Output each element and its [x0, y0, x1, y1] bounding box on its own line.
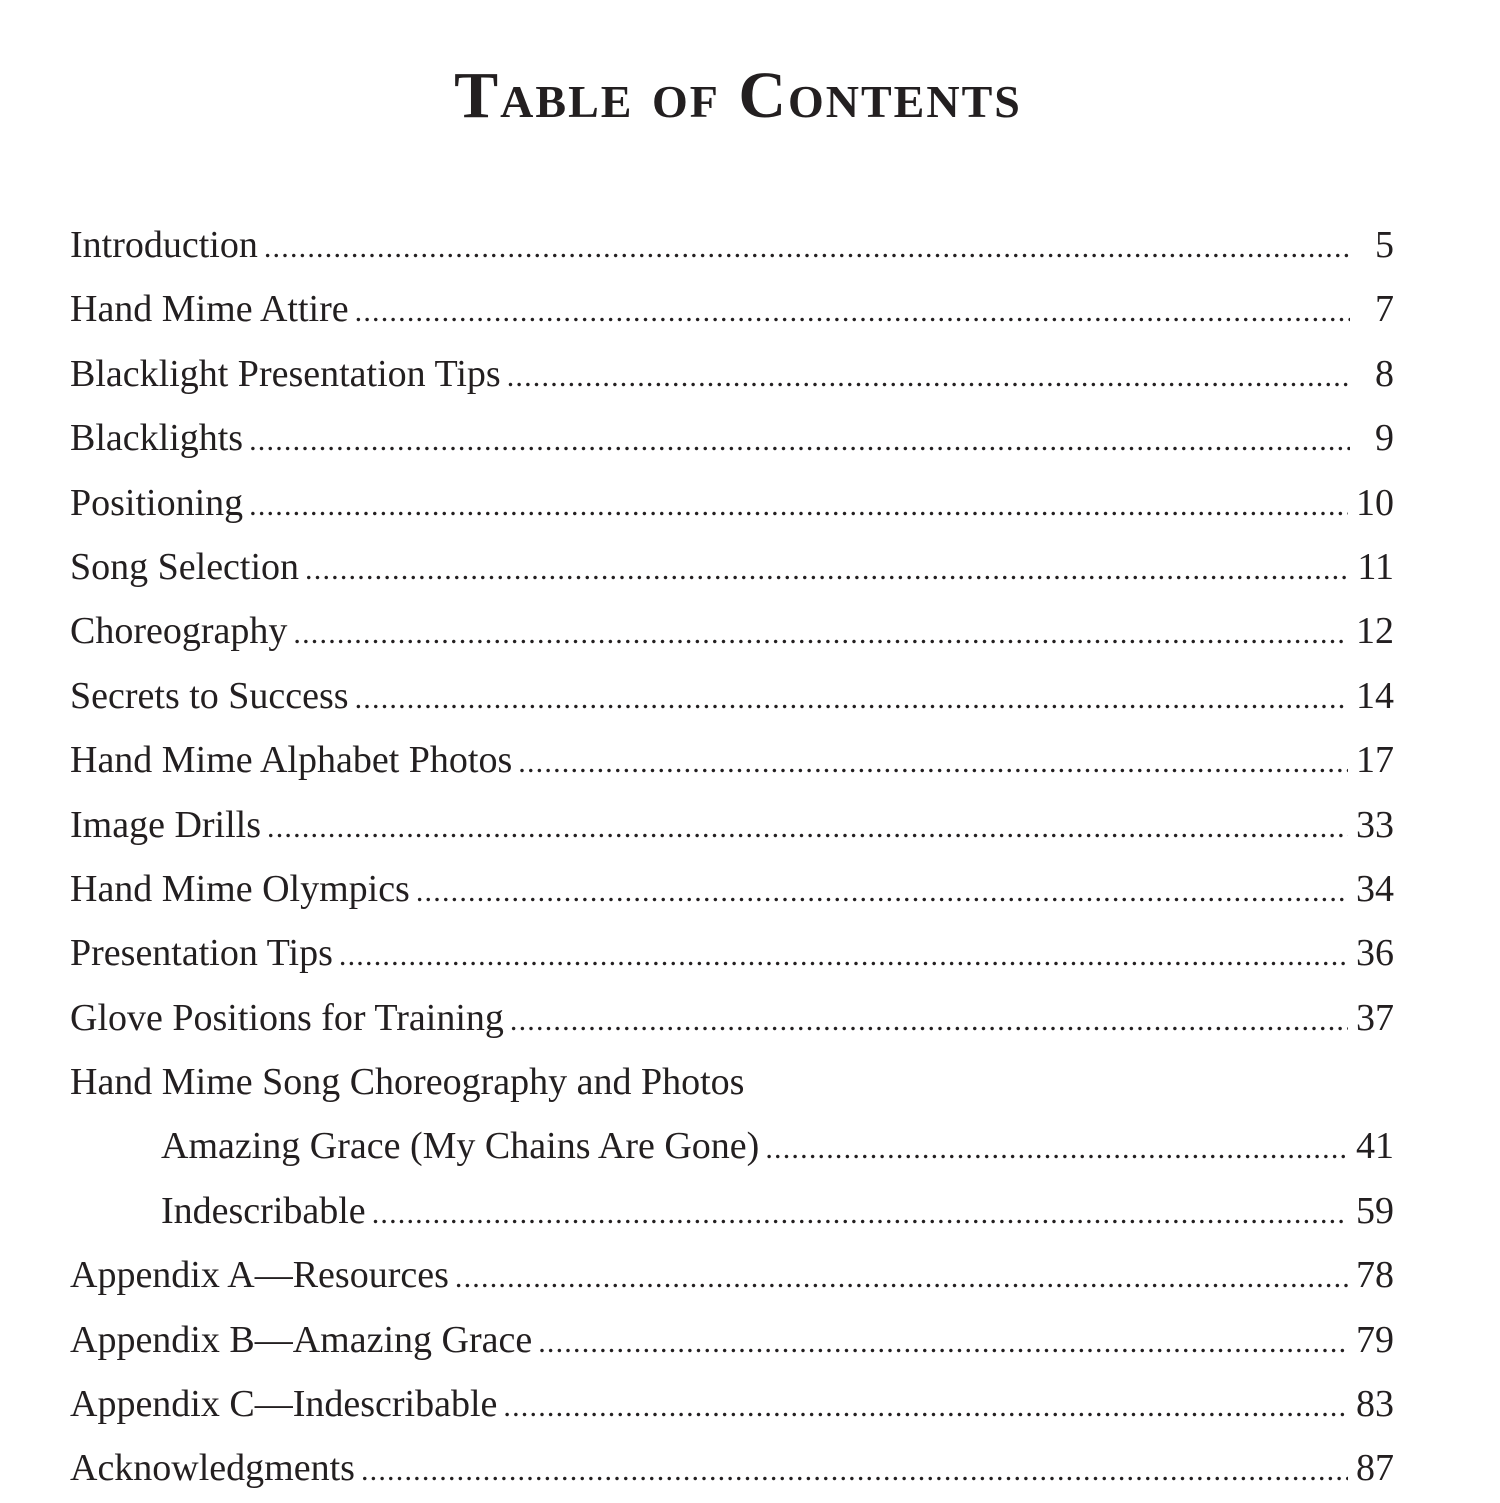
- toc-entry-page: 11: [1357, 545, 1394, 588]
- toc-entry-page: 10: [1356, 481, 1394, 524]
- dot-leader: [503, 1375, 1348, 1439]
- toc-entry-blacklight-presentation-tips[interactable]: [70, 342, 1394, 406]
- dot-leader: [518, 731, 1348, 795]
- toc-entry-title: Acknowledgments: [70, 1447, 355, 1490]
- toc-entry-secrets-to-success[interactable]: [70, 664, 1394, 728]
- dot-leader: [355, 280, 1350, 344]
- toc-section-heading-song-choreography: [70, 1050, 1394, 1114]
- toc-entry-glove-positions-for-training[interactable]: [70, 986, 1394, 1050]
- toc-entry-page: 14: [1356, 674, 1394, 717]
- toc-entry-page: 78: [1356, 1254, 1394, 1297]
- toc-entry-hand-mime-attire[interactable]: [70, 277, 1394, 341]
- dot-leader: [361, 1439, 1348, 1503]
- toc-entry-hand-mime-alphabet-photos[interactable]: [70, 728, 1394, 792]
- toc-entry-title: Hand Mime Attire: [70, 288, 349, 331]
- toc-entry-appendix-b[interactable]: [70, 1308, 1394, 1372]
- dot-leader: [249, 409, 1350, 473]
- toc-entry-page: 36: [1356, 932, 1394, 975]
- toc-entry-indescribable[interactable]: [70, 1179, 1394, 1243]
- toc-entry-song-selection[interactable]: [70, 535, 1394, 599]
- toc-list: [70, 213, 1394, 1501]
- toc-entry-page: 34: [1356, 867, 1394, 910]
- toc-entry-title: Glove Positions for Training: [70, 996, 504, 1039]
- toc-entry-title: Appendix B—Amazing Grace: [70, 1318, 533, 1361]
- toc-entry-positioning[interactable]: [70, 471, 1394, 535]
- toc-entry-title: Presentation Tips: [70, 932, 333, 975]
- dot-leader: [765, 1117, 1348, 1181]
- dot-leader: [510, 989, 1348, 1053]
- toc-entry-title: Amazing Grace (My Chains Are Gone): [161, 1125, 760, 1168]
- dot-leader: [416, 860, 1348, 924]
- toc-entry-title: Appendix C—Indescribable: [70, 1383, 498, 1426]
- dot-leader: [267, 796, 1348, 860]
- toc-entry-appendix-a[interactable]: [70, 1243, 1394, 1307]
- dot-leader: [264, 216, 1350, 280]
- dot-leader: [372, 1182, 1348, 1246]
- toc-entry-title: Hand Mime Alphabet Photos: [70, 739, 513, 782]
- dot-leader: [538, 1311, 1348, 1375]
- toc-entry-page: 33: [1356, 803, 1394, 846]
- toc-entry-appendix-c[interactable]: [70, 1372, 1394, 1436]
- dot-leader: [293, 602, 1348, 666]
- toc-entry-title: Choreography: [70, 610, 288, 653]
- toc-entry-page: 17: [1356, 739, 1394, 782]
- dot-leader: [305, 538, 1349, 602]
- dot-leader: [355, 667, 1348, 731]
- toc-entry-title: Image Drills: [70, 803, 262, 846]
- toc-section-title: Hand Mime Song Choreography and Photos: [70, 1061, 745, 1104]
- toc-entry-title: Hand Mime Olympics: [70, 867, 410, 910]
- dot-leader: [455, 1246, 1348, 1310]
- toc-entry-page: 9: [1375, 417, 1394, 460]
- toc-entry-page: 79: [1356, 1318, 1394, 1361]
- page-title: Table of Contents: [454, 59, 1022, 133]
- toc-entry-page: 7: [1375, 288, 1394, 331]
- toc-entry-title: Blacklights: [70, 417, 244, 460]
- toc-entry-title: Blacklight Presentation Tips: [70, 352, 501, 395]
- toc-entry-amazing-grace[interactable]: [70, 1114, 1394, 1178]
- dot-leader: [339, 924, 1348, 988]
- toc-entry-page: 87: [1356, 1447, 1394, 1490]
- toc-entry-page: 8: [1375, 352, 1394, 395]
- toc-entry-introduction[interactable]: [70, 213, 1394, 277]
- toc-entry-title: Introduction: [70, 224, 258, 266]
- toc-entry-title: Positioning: [70, 481, 244, 524]
- toc-entry-title: Secrets to Success: [70, 674, 349, 717]
- toc-entry-page: 41: [1356, 1125, 1394, 1168]
- toc-entry-presentation-tips[interactable]: [70, 921, 1394, 985]
- toc-entry-image-drills[interactable]: [70, 793, 1394, 857]
- toc-entry-title: Indescribable: [161, 1189, 366, 1232]
- toc-entry-page: 83: [1356, 1383, 1394, 1426]
- toc-entry-blacklights[interactable]: [70, 406, 1394, 470]
- toc-entry-page: 5: [1375, 224, 1394, 266]
- dot-leader: [249, 474, 1348, 538]
- toc-entry-title: Song Selection: [70, 545, 300, 588]
- toc-entry-page: 37: [1356, 996, 1394, 1039]
- toc-entry-page: 59: [1356, 1189, 1394, 1232]
- toc-entry-title: Appendix A—Resources: [70, 1254, 449, 1297]
- toc-entry-acknowledgments[interactable]: [70, 1436, 1394, 1500]
- toc-entry-page: 12: [1356, 610, 1394, 653]
- dot-leader: [507, 345, 1350, 409]
- toc-entry-choreography[interactable]: [70, 599, 1394, 663]
- toc-entry-hand-mime-olympics[interactable]: [70, 857, 1394, 921]
